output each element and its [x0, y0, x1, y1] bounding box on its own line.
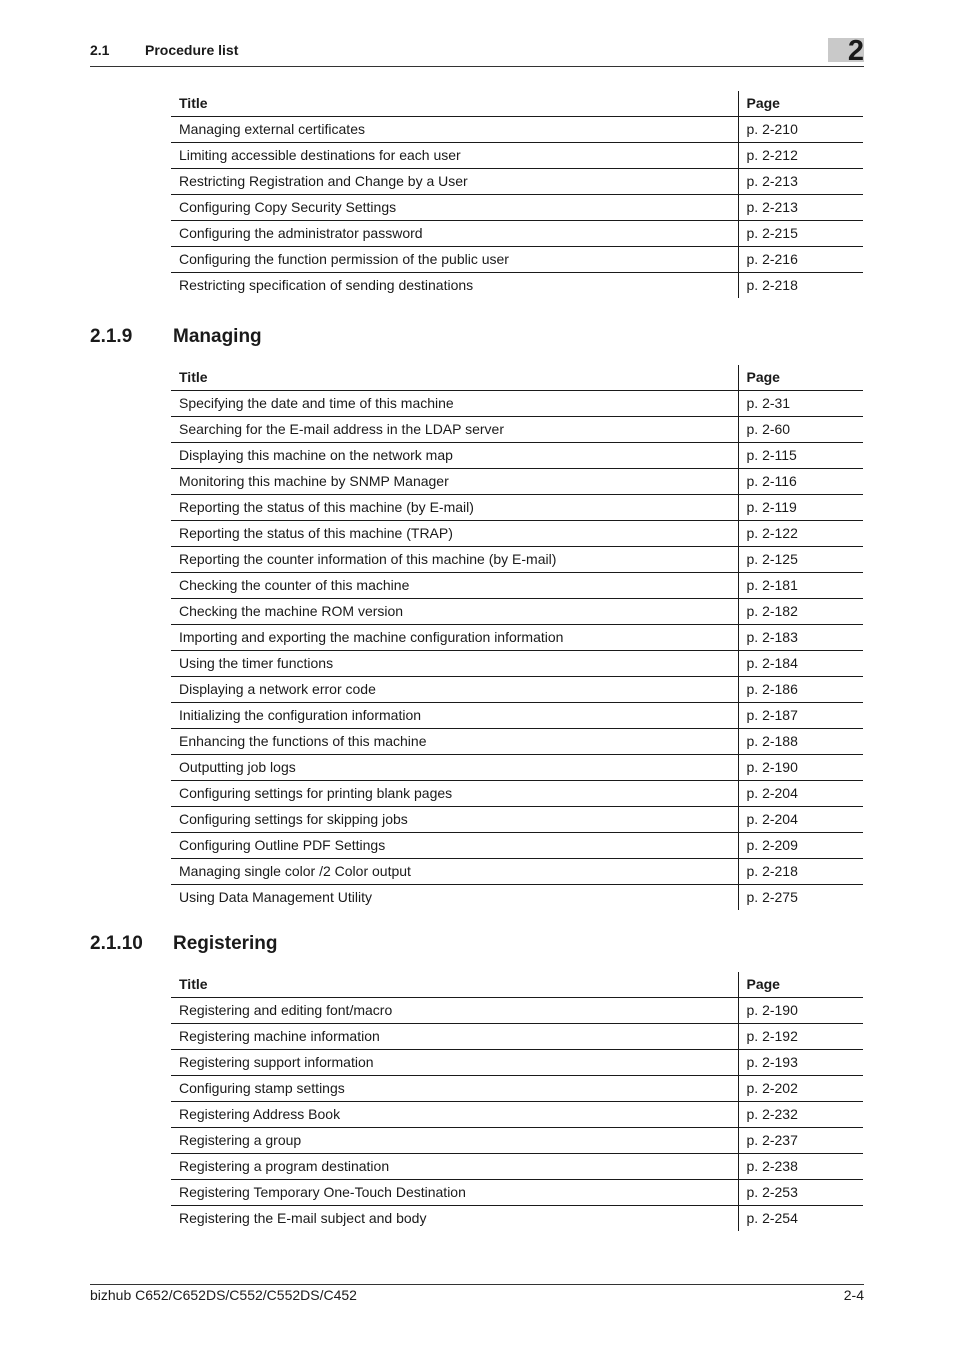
procedure-title: Checking the counter of this machine	[171, 573, 738, 599]
page-reference: p. 2-187	[738, 703, 863, 729]
page-reference: p. 2-188	[738, 729, 863, 755]
table-row	[171, 417, 863, 443]
page-reference: p. 2-122	[738, 521, 863, 547]
table-row	[171, 221, 863, 247]
page-reference: p. 2-218	[738, 859, 863, 885]
page-reference: p. 2-210	[738, 117, 863, 143]
table-row	[171, 1128, 863, 1154]
page-footer	[90, 1284, 864, 1303]
table-row	[171, 573, 863, 599]
page-reference: p. 2-204	[738, 807, 863, 833]
table-row	[171, 1102, 863, 1128]
section-title: Registering	[173, 933, 278, 954]
page-reference: p. 2-125	[738, 547, 863, 573]
table-row	[171, 677, 863, 703]
table-row	[171, 143, 863, 169]
procedure-title: Configuring Outline PDF Settings	[171, 833, 738, 859]
table-header-row	[171, 91, 863, 117]
table-header-row	[171, 365, 863, 391]
procedure-title: Reporting the status of this machine (by E-mail)	[171, 495, 738, 521]
table-row	[171, 729, 863, 755]
page-reference: p. 2-116	[738, 469, 863, 495]
page-reference: p. 2-190	[738, 998, 863, 1024]
table-row	[171, 117, 863, 143]
table-row	[171, 651, 863, 677]
procedure-title: Reporting the status of this machine (TRAP)	[171, 521, 738, 547]
page-reference: p. 2-216	[738, 247, 863, 273]
procedure-title: Managing external certificates	[171, 117, 738, 143]
page-reference: p. 2-204	[738, 781, 863, 807]
table-row	[171, 443, 863, 469]
procedure-title: Configuring the function permission of the public user	[171, 247, 738, 273]
page-reference: p. 2-213	[738, 169, 863, 195]
procedure-title: Checking the machine ROM version	[171, 599, 738, 625]
procedure-title: Enhancing the functions of this machine	[171, 729, 738, 755]
procedure-title: Reporting the counter information of this machine (by E-mail)	[171, 547, 738, 573]
page-reference: p. 2-184	[738, 651, 863, 677]
procedure-title: Managing single color /2 Color output	[171, 859, 738, 885]
column-header-title: Title	[171, 365, 738, 391]
table-row	[171, 521, 863, 547]
page-reference: p. 2-238	[738, 1154, 863, 1180]
procedure-title: Registering and editing font/macro	[171, 998, 738, 1024]
procedure-title: Specifying the date and time of this machine	[171, 391, 738, 417]
page-reference: p. 2-253	[738, 1180, 863, 1206]
table-row	[171, 859, 863, 885]
table-row	[171, 998, 863, 1024]
header-section-number: 2.1	[90, 42, 110, 58]
chapter-number: 2	[847, 35, 864, 67]
procedure-title: Registering a group	[171, 1128, 738, 1154]
procedure-title: Searching for the E-mail address in the LDAP server	[171, 417, 738, 443]
footer-page-number: 2-4	[843, 1287, 864, 1303]
table-row	[171, 391, 863, 417]
page-reference: p. 2-254	[746, 1210, 798, 1226]
procedure-title: Registering support information	[171, 1050, 738, 1076]
procedure-title: Restricting Registration and Change by a User	[171, 169, 738, 195]
page-reference: p. 2-275	[746, 889, 798, 905]
table-row	[171, 469, 863, 495]
section-title: Managing	[173, 326, 262, 347]
table-registering-procedures	[171, 972, 863, 1231]
section-heading-managing	[90, 326, 262, 348]
procedure-title: Restricting specification of sending destinations	[171, 273, 738, 299]
table-row	[171, 273, 863, 299]
header-section-title: Procedure list	[145, 42, 239, 58]
procedure-title: Displaying a network error code	[171, 677, 738, 703]
table-row	[171, 169, 863, 195]
section-heading-registering	[90, 933, 278, 955]
column-header-page: Page	[738, 972, 863, 998]
procedure-title: Registering the E-mail subject and body	[171, 1206, 738, 1232]
procedure-title: Outputting job logs	[171, 755, 738, 781]
column-header-page: Page	[738, 91, 863, 117]
procedure-title: Displaying this machine on the network map	[171, 443, 738, 469]
procedure-title: Importing and exporting the machine configuration information	[171, 625, 738, 651]
procedure-title: Configuring settings for printing blank pages	[171, 781, 738, 807]
procedure-title: Registering machine information	[171, 1024, 738, 1050]
page-reference: p. 2-115	[738, 443, 863, 469]
page-reference: p. 2-31	[738, 391, 863, 417]
table-security-procedures	[171, 91, 863, 298]
table-header-row	[171, 972, 863, 998]
table-row	[171, 755, 863, 781]
procedure-title: Configuring settings for skipping jobs	[171, 807, 738, 833]
procedure-title: Configuring stamp settings	[171, 1076, 738, 1102]
table-row	[171, 1024, 863, 1050]
table-row	[171, 547, 863, 573]
page-reference: p. 2-60	[738, 417, 863, 443]
column-header-title: Title	[171, 972, 738, 998]
table-row	[171, 1206, 863, 1232]
page-reference: p. 2-119	[738, 495, 863, 521]
page-reference: p. 2-212	[738, 143, 863, 169]
table-row	[171, 833, 863, 859]
table-row	[171, 195, 863, 221]
procedure-title: Using Data Management Utility	[171, 885, 738, 911]
column-header-page: Page	[738, 365, 863, 391]
table-row	[171, 885, 863, 911]
table-row	[171, 1076, 863, 1102]
table-row	[171, 1050, 863, 1076]
table-row	[171, 807, 863, 833]
page-reference: p. 2-218	[746, 277, 798, 293]
page-reference: p. 2-202	[738, 1076, 863, 1102]
procedure-title: Initializing the configuration information	[171, 703, 738, 729]
procedure-title: Configuring Copy Security Settings	[171, 195, 738, 221]
procedure-title: Limiting accessible destinations for each user	[171, 143, 738, 169]
footer-model-name: bizhub C652/C652DS/C552/C552DS/C452	[90, 1287, 357, 1303]
table-row	[171, 703, 863, 729]
column-header-title: Title	[171, 91, 738, 117]
page-reference: p. 2-215	[738, 221, 863, 247]
page-reference: p. 2-182	[738, 599, 863, 625]
table-row	[171, 781, 863, 807]
page-reference: p. 2-183	[738, 625, 863, 651]
page-reference: p. 2-190	[738, 755, 863, 781]
page-reference: p. 2-186	[738, 677, 863, 703]
page-reference: p. 2-213	[738, 195, 863, 221]
procedure-title: Monitoring this machine by SNMP Manager	[171, 469, 738, 495]
table-row	[171, 1180, 863, 1206]
section-number: 2.1.9	[90, 326, 133, 347]
page-reference: p. 2-181	[738, 573, 863, 599]
procedure-title: Registering a program destination	[171, 1154, 738, 1180]
page-reference: p. 2-193	[738, 1050, 863, 1076]
section-number: 2.1.10	[90, 933, 143, 954]
procedure-title: Registering Temporary One-Touch Destination	[171, 1180, 738, 1206]
table-row	[171, 247, 863, 273]
table-managing-procedures	[171, 365, 863, 910]
page-reference: p. 2-192	[738, 1024, 863, 1050]
page-reference: p. 2-209	[738, 833, 863, 859]
table-row	[171, 599, 863, 625]
page-reference: p. 2-237	[738, 1128, 863, 1154]
table-row	[171, 1154, 863, 1180]
procedure-title: Registering Address Book	[171, 1102, 738, 1128]
procedure-title: Using the timer functions	[171, 651, 738, 677]
procedure-title: Configuring the administrator password	[171, 221, 738, 247]
table-row	[171, 495, 863, 521]
page-header	[90, 35, 864, 67]
page-reference: p. 2-232	[738, 1102, 863, 1128]
table-row	[171, 625, 863, 651]
